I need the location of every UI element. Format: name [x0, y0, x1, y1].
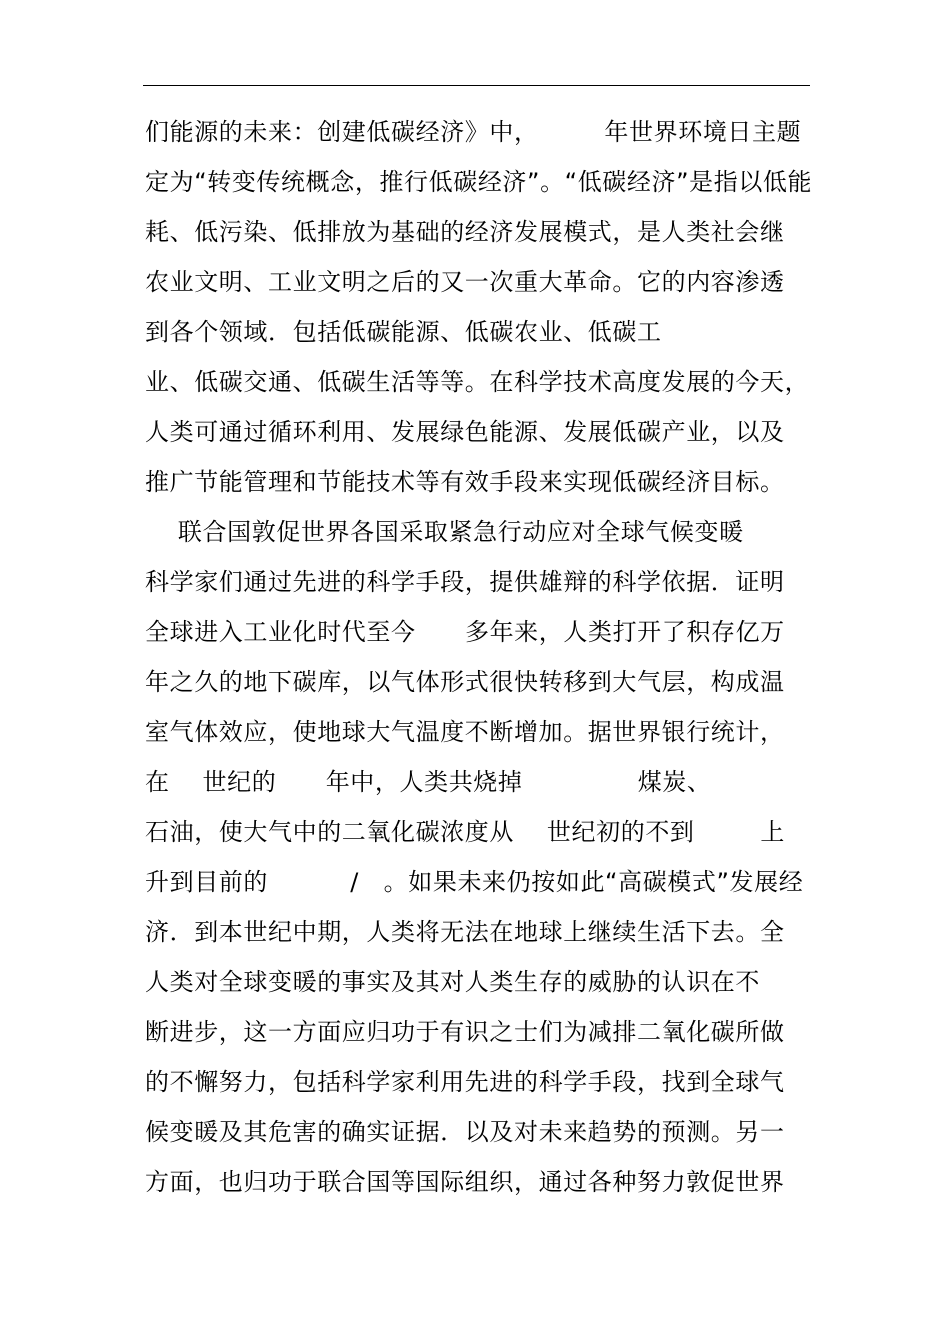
body-line: 的不懈努力，包括科学家利用先进的科学手段，找到全球气	[145, 1068, 785, 1096]
body-line: 人类对全球变暖的事实及其对人类生存的威胁的认识在不	[145, 968, 760, 996]
body-line: 全球进入工业化时代至今 多年来，人类打开了积存亿万	[145, 618, 785, 646]
body-line: 候变暖及其危害的确实证据．以及对未来趋势的预测。另一	[145, 1118, 785, 1146]
body-line: 耗、低污染、低排放为基础的经济发展模式，是人类社会继	[145, 218, 785, 246]
body-line: 联合国敦促世界各国采取紧急行动应对全球气候变暖	[145, 518, 744, 546]
body-line: 室气体效应，使地球大气温度不断增加。据世界银行统计，	[145, 718, 785, 746]
body-line: 年之久的地下碳库，以气体形式很快转移到大气层，构成温	[145, 668, 785, 696]
body-line: 在 世纪的 年中，人类共烧掉 煤炭、	[145, 768, 712, 796]
body-line: 科学家们通过先进的科学手段，提供雄辩的科学依据．证明	[145, 568, 785, 596]
body-line: 石油，使大气中的二氧化碳浓度从 世纪初的不到 上	[145, 818, 785, 846]
body-line: 定为“转变传统概念，推行低碳经济”。“低碳经济”是指以低能	[145, 168, 813, 196]
body-line: 推广节能管理和节能技术等有效手段来实现低碳经济目标。	[145, 468, 785, 496]
body-line: 济．到本世纪中期，人类将无法在地球上继续生活下去。全	[145, 918, 785, 946]
header-rule	[143, 85, 810, 86]
body-line: 农业文明、工业文明之后的又一次重大革命。它的内容渗透	[145, 268, 785, 296]
body-line: 升到目前的 / 。如果未来仍按如此“高碳模式”发展经	[145, 868, 804, 896]
body-line: 业、低碳交通、低碳生活等等。在科学技术高度发展的今天，	[145, 368, 810, 396]
body-line: 人类可通过循环利用、发展绿色能源、发展低碳产业，以及	[145, 418, 785, 446]
body-line: 断进步，这一方面应归功于有识之士们为减排二氧化碳所做	[145, 1018, 785, 1046]
body-line: 们能源的未来：创建低碳经济》中， 年世界环境日主题	[145, 118, 802, 146]
body-line: 方面，也归功于联合国等国际组织，通过各种努力敦促世界	[145, 1168, 785, 1196]
body-line: 到各个领域．包括低碳能源、低碳农业、低碳工	[145, 318, 662, 346]
